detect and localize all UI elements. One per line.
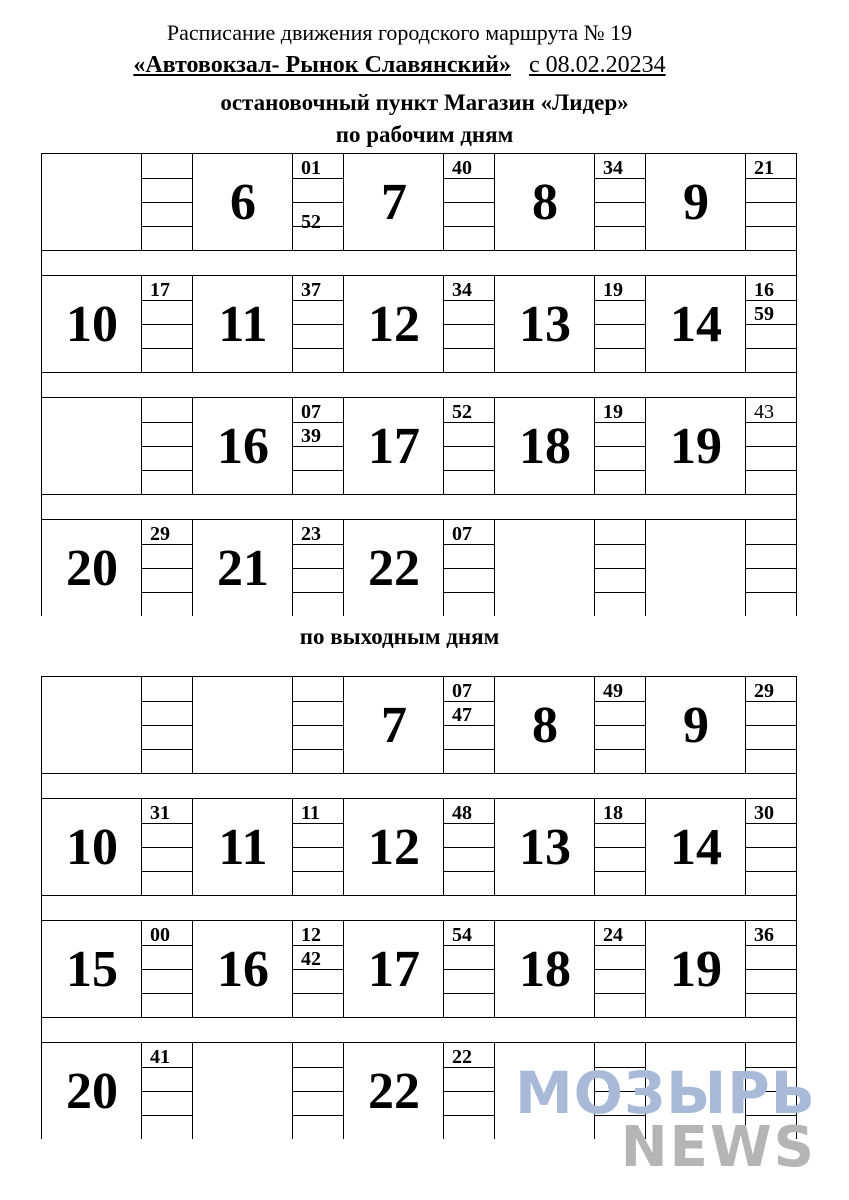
minute-slot [444, 300, 495, 325]
minutes-cell [594, 677, 646, 773]
departure-minute: 36 [754, 924, 774, 946]
minute-slot [444, 422, 495, 447]
minute-slot [595, 969, 646, 994]
minutes-cell [745, 921, 797, 1017]
minute-slot [293, 701, 344, 726]
departure-minute: 34 [603, 157, 623, 179]
hour-cell: 12 [343, 799, 444, 895]
row-separator [41, 774, 797, 799]
minute-slot [293, 969, 344, 994]
minute-slot [142, 154, 193, 179]
minutes-cell [594, 799, 646, 895]
hour-cell: 12 [343, 276, 444, 372]
minutes-cell [745, 398, 797, 494]
weekdays-timetable [41, 153, 797, 616]
minutes-cell [292, 921, 344, 1017]
minute-slot [444, 1091, 495, 1116]
hour-cell: 16 [192, 398, 293, 494]
minutes-cell [443, 799, 495, 895]
minute-slot [595, 446, 646, 471]
minute-slot [444, 945, 495, 970]
departure-minute: 21 [754, 157, 774, 179]
minute-slot [293, 178, 344, 203]
watermark-line2: NEWS [620, 1115, 816, 1180]
minute-slot [595, 945, 646, 970]
minute-slot [142, 969, 193, 994]
minute-slot [595, 324, 646, 349]
minute-slot [142, 300, 193, 325]
minute-slot [293, 847, 344, 872]
hour-cell: 8 [494, 677, 595, 773]
departure-minute: 18 [603, 802, 623, 824]
row-separator [41, 373, 797, 398]
departure-minute: 07 [301, 401, 321, 423]
row-separator [41, 1018, 797, 1043]
minutes-cell [443, 276, 495, 372]
row-separator [41, 495, 797, 520]
departure-minute: 30 [754, 802, 774, 824]
minutes-cell [745, 677, 797, 773]
stop-name: остановочный пункт Магазин «Лидер» [220, 90, 629, 115]
departure-minute: 07 [452, 523, 472, 545]
departure-minute: 16 [754, 279, 774, 301]
minutes-cell [141, 398, 193, 494]
departure-minute: 47 [452, 704, 472, 726]
minutes-cell [745, 799, 797, 895]
minutes-cell [292, 154, 344, 250]
minute-slot [746, 520, 797, 545]
minute-slot [444, 178, 495, 203]
minute-slot [746, 324, 797, 349]
minute-slot [746, 568, 797, 593]
departure-minute: 24 [603, 924, 623, 946]
minute-slot [746, 823, 797, 848]
hour-cell: 18 [494, 921, 595, 1017]
hour-cell [41, 677, 142, 773]
hour-cell: 21 [192, 520, 293, 616]
minutes-cell [141, 276, 193, 372]
minute-slot [595, 520, 646, 545]
hour-row [41, 276, 797, 373]
minute-slot [444, 725, 495, 750]
hour-cell: 22 [343, 520, 444, 616]
minute-slot [746, 847, 797, 872]
minute-slot [293, 324, 344, 349]
route-name-line [0, 52, 824, 79]
minute-slot [293, 300, 344, 325]
minute-slot [293, 446, 344, 471]
minutes-cell [141, 921, 193, 1017]
minute-slot [293, 1043, 344, 1068]
minute-slot [444, 202, 495, 227]
minute-slot [142, 677, 193, 702]
schedule-title: Расписание движения городского маршрута № 19 [166, 20, 633, 45]
minutes-cell [292, 1043, 344, 1139]
hour-row [41, 799, 797, 896]
minute-slot [444, 568, 495, 593]
hour-cell: 16 [192, 921, 293, 1017]
departure-minute: 54 [452, 924, 472, 946]
minute-slot [293, 725, 344, 750]
minute-slot [746, 446, 797, 471]
minutes-cell [141, 799, 193, 895]
hour-cell [41, 398, 142, 494]
minutes-cell [594, 520, 646, 616]
departure-minute: 19 [603, 279, 623, 301]
minutes-cell [594, 276, 646, 372]
minute-slot [595, 422, 646, 447]
minute-slot [142, 701, 193, 726]
minute-slot [293, 823, 344, 848]
weekdays-title: по рабочим дням [335, 122, 514, 147]
hour-cell: 13 [494, 799, 595, 895]
hour-row [41, 398, 797, 495]
minute-slot [746, 178, 797, 203]
departure-minute: 19 [603, 401, 623, 423]
hour-cell: 10 [41, 276, 142, 372]
departure-minute: 17 [150, 279, 170, 301]
hour-cell: 22 [343, 1043, 444, 1139]
departure-minute: 48 [452, 802, 472, 824]
departure-minute: 41 [150, 1046, 170, 1068]
departure-minute: 29 [754, 680, 774, 702]
hour-cell: 19 [645, 921, 746, 1017]
minute-slot [142, 544, 193, 569]
hour-cell: 13 [494, 276, 595, 372]
effective-date: с 08.02.20234 [528, 52, 666, 78]
minute-slot [746, 202, 797, 227]
minutes-cell [594, 398, 646, 494]
minute-slot [293, 544, 344, 569]
departure-minute: 29 [150, 523, 170, 545]
hour-cell: 20 [41, 520, 142, 616]
minute-slot [444, 847, 495, 872]
minute-slot [595, 178, 646, 203]
minute-slot [142, 1091, 193, 1116]
minute-slot [142, 725, 193, 750]
minutes-cell [292, 398, 344, 494]
minute-slot [142, 422, 193, 447]
minute-slot [142, 178, 193, 203]
departure-minute: 00 [150, 924, 170, 946]
minute-slot [746, 701, 797, 726]
departure-minute: 40 [452, 157, 472, 179]
hour-row [41, 921, 797, 1018]
departure-minute: 11 [301, 802, 320, 824]
minutes-cell [292, 520, 344, 616]
watermark-line1: МОЗЫРЬ [514, 1059, 816, 1127]
departure-minute: 01 [301, 157, 321, 179]
hour-cell: 14 [645, 799, 746, 895]
departure-minute: 23 [301, 523, 321, 545]
minute-slot [444, 324, 495, 349]
minute-slot [595, 202, 646, 227]
minute-slot [595, 544, 646, 569]
mozyr-news-watermark [514, 1059, 816, 1180]
hour-cell: 14 [645, 276, 746, 372]
minute-slot [595, 300, 646, 325]
hour-cell: 17 [343, 921, 444, 1017]
minute-slot [595, 847, 646, 872]
minute-slot [746, 725, 797, 750]
minutes-cell [443, 154, 495, 250]
minute-slot [444, 823, 495, 848]
departure-minute: 37 [301, 279, 321, 301]
departure-minute: 07 [452, 680, 472, 702]
minutes-cell [745, 276, 797, 372]
minute-slot [142, 823, 193, 848]
minute-slot [142, 945, 193, 970]
minute-slot [142, 1067, 193, 1092]
minutes-cell [594, 154, 646, 250]
minutes-cell [745, 154, 797, 250]
departure-minute: 12 [301, 924, 321, 946]
minute-slot [142, 568, 193, 593]
minute-slot [595, 823, 646, 848]
hour-cell: 20 [41, 1043, 142, 1139]
minute-slot [595, 568, 646, 593]
hour-row [41, 677, 797, 774]
minutes-cell [292, 276, 344, 372]
minute-slot [293, 1091, 344, 1116]
minutes-cell [141, 677, 193, 773]
hour-cell: 9 [645, 677, 746, 773]
departure-minute: 43 [754, 401, 774, 423]
minutes-cell [141, 1043, 193, 1139]
hour-cell: 7 [343, 154, 444, 250]
minute-slot [444, 969, 495, 994]
departure-minute: 22 [452, 1046, 472, 1068]
hour-row [41, 520, 797, 616]
minutes-cell [443, 677, 495, 773]
minute-slot [746, 544, 797, 569]
minute-slot [444, 544, 495, 569]
minute-slot [142, 446, 193, 471]
row-separator [41, 896, 797, 921]
minutes-cell [443, 1043, 495, 1139]
minutes-cell [292, 799, 344, 895]
minutes-cell [443, 520, 495, 616]
departure-minute: 42 [301, 948, 321, 970]
hour-cell [41, 154, 142, 250]
hour-cell: 17 [343, 398, 444, 494]
hour-cell: 18 [494, 398, 595, 494]
hour-cell: 10 [41, 799, 142, 895]
minute-slot [595, 701, 646, 726]
hour-cell: 11 [192, 799, 293, 895]
minute-slot [293, 1067, 344, 1092]
hour-cell [645, 520, 746, 616]
hour-cell: 9 [645, 154, 746, 250]
hour-cell: 7 [343, 677, 444, 773]
minutes-cell [594, 921, 646, 1017]
hour-cell [494, 520, 595, 616]
minute-slot [444, 446, 495, 471]
minute-slot [142, 324, 193, 349]
departure-minute: 59 [754, 303, 774, 325]
minutes-cell [141, 154, 193, 250]
row-separator [41, 251, 797, 276]
departure-minute: 52 [301, 211, 321, 233]
hour-cell: 6 [192, 154, 293, 250]
hour-cell: 11 [192, 276, 293, 372]
minute-slot [142, 202, 193, 227]
minutes-cell [141, 520, 193, 616]
minute-slot [595, 725, 646, 750]
hour-cell [192, 677, 293, 773]
minute-slot [142, 847, 193, 872]
hour-cell [192, 1043, 293, 1139]
hour-cell: 15 [41, 921, 142, 1017]
minute-slot [746, 945, 797, 970]
minute-slot [444, 1067, 495, 1092]
departure-minute: 34 [452, 279, 472, 301]
minutes-cell [745, 520, 797, 616]
minute-slot [293, 677, 344, 702]
departure-minute: 52 [452, 401, 472, 423]
minutes-cell [443, 398, 495, 494]
minutes-cell [292, 677, 344, 773]
minute-slot [293, 568, 344, 593]
minute-slot [746, 422, 797, 447]
hour-row [41, 154, 797, 251]
hour-cell: 8 [494, 154, 595, 250]
weekends-title: по выходным дням [299, 624, 500, 649]
minute-slot [746, 969, 797, 994]
departure-minute: 49 [603, 680, 623, 702]
departure-minute: 31 [150, 802, 170, 824]
minutes-cell [443, 921, 495, 1017]
departure-minute: 39 [301, 425, 321, 447]
minute-slot [142, 398, 193, 423]
route-name: «Автовокзал- Рынок Славянский» [133, 52, 511, 78]
hour-cell: 19 [645, 398, 746, 494]
